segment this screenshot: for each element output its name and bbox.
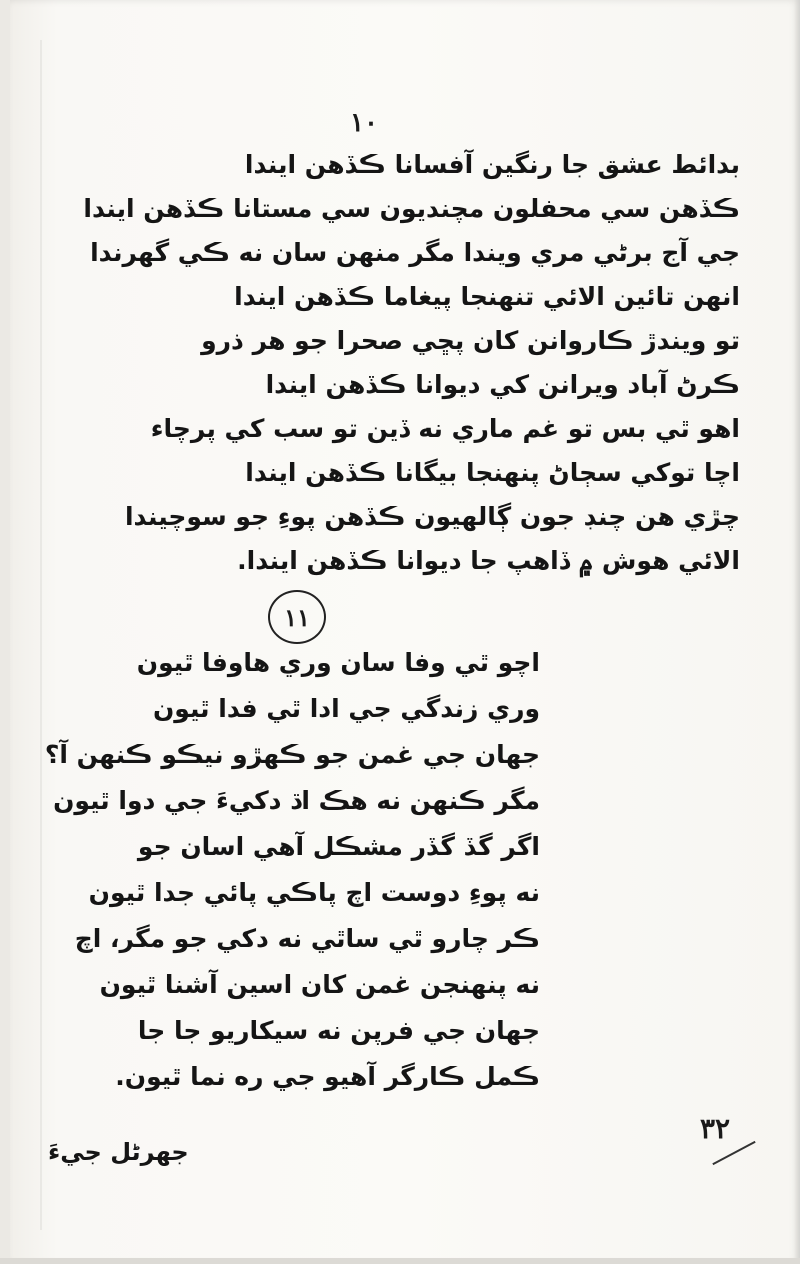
poem-line: ڪڏهن سي محفلون مچنديون سي مستانا ڪڏهن ايندا xyxy=(83,194,740,223)
poem-line: اچا توکي سڄاڻ پنهنجا بيگانا ڪڏهن ايندا xyxy=(245,458,740,487)
signature: جهرڻل جيءَ xyxy=(48,1138,189,1166)
poem-line: جهان جي فرپن نه سيکاريو جا جا xyxy=(137,1016,540,1045)
book-page xyxy=(10,0,800,1264)
poem-line: چڙي هن چنڊ جون ڳالهيون ڪڏهن پوءِ جو سوچيندا xyxy=(124,502,740,531)
page-bottom-strip xyxy=(0,1258,800,1264)
poem-line: نه پنهنجن غمن کان اسين آشنا ٿيون xyxy=(99,970,540,999)
poem-line: جهان جي غمن جو ڪهڙو نيڪو ڪنهن آ؟ xyxy=(44,740,540,769)
poem-line: ڪمل ڪارگر آهيو جي ره نما ٿيون. xyxy=(115,1062,540,1091)
poem-line: تو ويندڙ ڪاروانن کان پڇي صحرا جو هر ذرو xyxy=(201,326,740,355)
ghazal-number-badge: ١١ xyxy=(268,590,326,644)
poem-line: الائي هوش ۾ ڏاهپ جا ديوانا ڪڏهن ايندا. xyxy=(237,546,740,575)
poem-line: اچو ٿي وفا سان وري هاوفا ٿيون xyxy=(136,648,540,677)
poem-line: ڪر چارو ٿي ساٿي نه دکي جو مگر، اچ xyxy=(74,924,540,953)
poem-line: وري زندگي جي ادا ٿي فدا ٿيون xyxy=(152,694,540,723)
poem-line: مگر ڪنهن نه هڪ اڌ دکيءَ جي دوا ٿيون xyxy=(53,786,540,815)
page-edge-shadow xyxy=(794,0,800,1264)
poem-line: اهو ٿي بس تو غم ماري نه ڏين تو سب کي پرچاء xyxy=(150,414,740,443)
poem-line: نه پوءِ دوست اچ پاڪي پائي جدا ٿيون xyxy=(88,878,540,907)
page-number-top: ١٠ xyxy=(350,108,378,138)
poem-line: انهن تائين الائي تنهنجا پيغاما ڪڏهن ايندا xyxy=(234,282,740,311)
footer-page-number: ٣٢ xyxy=(700,1112,731,1145)
poem-line: جي آج برڻي مري ويندا مگر منهن سان نه ڪي گهرندا xyxy=(90,238,740,267)
poem-line: بدائط عشق جا رنگين آفسانا ڪڏهن ايندا xyxy=(244,150,740,179)
poem-line: ڪرڻ آباد ويرانن کي ديوانا ڪڏهن ايندا xyxy=(265,370,740,399)
poem-line: اگر گڏ گڏر مشڪل آهي اسان جو xyxy=(137,832,540,861)
